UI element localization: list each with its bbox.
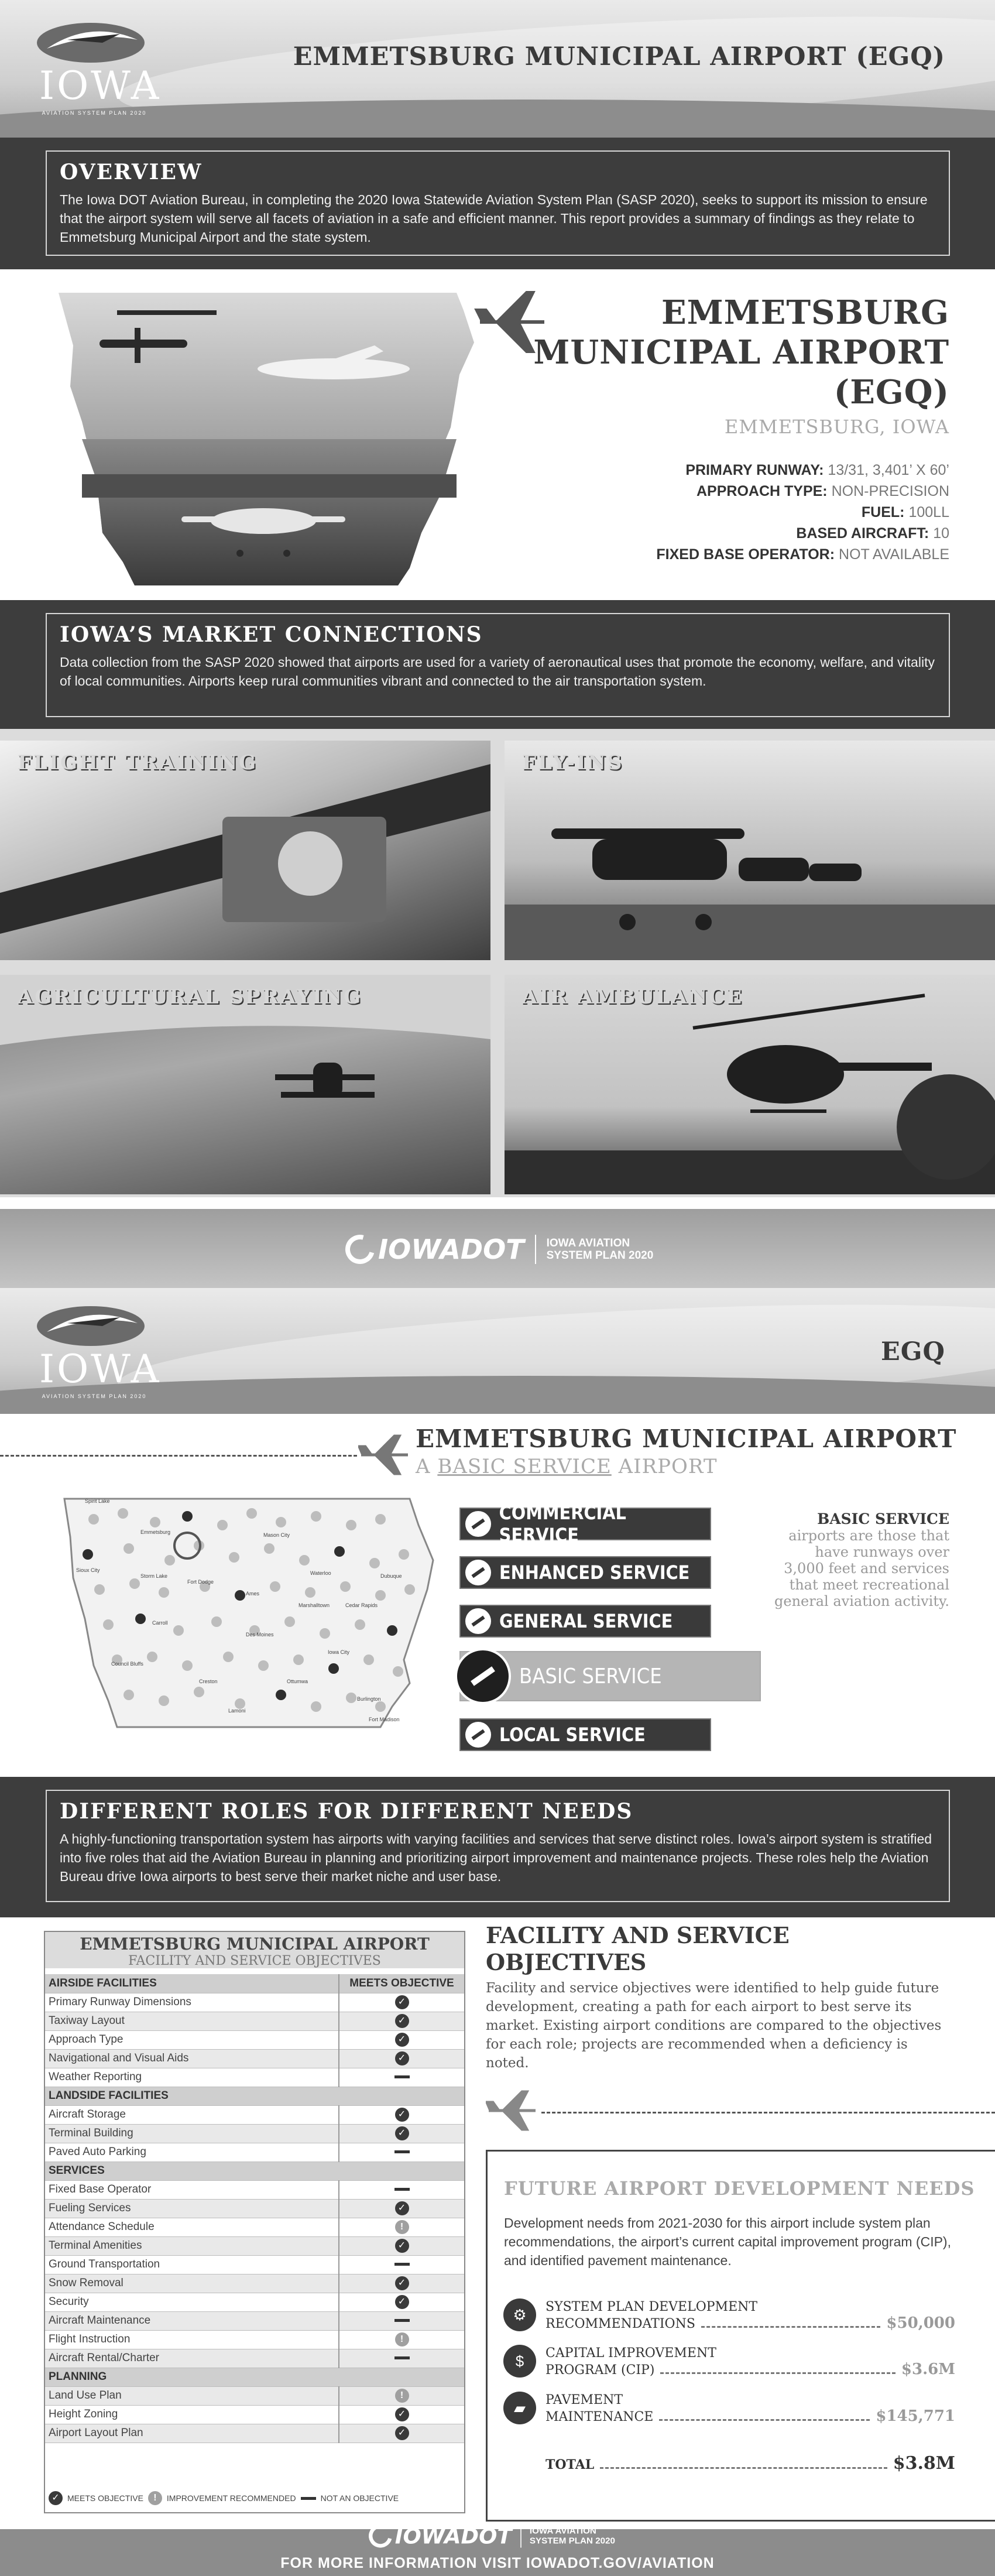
objective-status [339, 2311, 464, 2330]
map-town-label: Carroll [152, 1620, 168, 1626]
fact-label: FIXED BASE OPERATOR: [656, 546, 835, 563]
airport-marker [123, 1543, 134, 1554]
map-town-label: Ottumwa [287, 1678, 308, 1684]
objectives-title [486, 1922, 790, 1976]
facility-label: Fueling Services [45, 2199, 339, 2218]
plan-label-line1: IOWA AVIATION [529, 2526, 596, 2536]
facility-table-header [45, 1932, 464, 1968]
map-town-label: Spirit Lake [85, 1498, 110, 1504]
photo-fly-ins [505, 741, 995, 960]
roles-body: A highly-functioning transportation system has airports with varying facilities and services that serve distinct roles. Iowa’s airport system is stratified into five roles that aid the Aviation Bureau in planning and prioritizing airport improvement and maintenance projects. These roles help the Aviation Bureau drive Iowa airports to best serve their market niche and user base. [60, 1831, 932, 1884]
category-label: PLANNING [45, 2368, 464, 2386]
fact-value: 10 [933, 525, 949, 542]
fact-label: FUEL: [861, 504, 905, 520]
table-row [45, 2030, 464, 2049]
table-category-row [45, 2161, 464, 2180]
dashed-line [0, 1455, 357, 1457]
meets-objective-icon: ✓ [395, 2033, 409, 2047]
page-title: EMMETSBURG MUNICIPAL AIRPORT (EGQ) [293, 42, 945, 71]
table-row [45, 2105, 464, 2124]
airport-marker [129, 1578, 140, 1589]
map-town-label: Mason City [263, 1532, 290, 1538]
objective-status [339, 2105, 464, 2124]
legend-meets: MEETS OBJECTIVE [67, 2493, 143, 2503]
airport-marker [194, 1687, 204, 1697]
meets-objective-icon: ✓ [395, 2201, 409, 2215]
photo-label: AIR AMBULANCE [522, 985, 744, 1009]
airport-marker [399, 1549, 409, 1560]
fact-label: BASED AIRCRAFT: [796, 525, 929, 542]
fact-label: APPROACH TYPE: [696, 483, 828, 499]
objective-status [339, 2143, 464, 2161]
objective-status [339, 2330, 464, 2349]
photo-air-ambulance [505, 975, 995, 1194]
table-row [45, 2349, 464, 2368]
basic-service-desc-title: BASIC SERVICE [817, 1510, 949, 1527]
roles-title: DIFFERENT ROLES FOR DIFFERENT NEEDS [60, 1799, 633, 1824]
table-row [45, 2274, 464, 2293]
plan-label [530, 2526, 615, 2546]
airport-marker [235, 1590, 245, 1601]
not-objective-icon [394, 2356, 410, 2359]
service-commercial [459, 1502, 711, 1546]
table-row [45, 2405, 464, 2424]
airport-marker [293, 1654, 304, 1665]
airport-name-line1: EMMETSBURG [661, 293, 949, 332]
facility-label: Attendance Schedule [45, 2218, 339, 2236]
iowadot-mark-icon [340, 1229, 380, 1269]
objective-status [339, 2424, 464, 2443]
facility-label: Aircraft Maintenance [45, 2311, 339, 2330]
airport-marker [363, 1654, 374, 1665]
objective-status [339, 2349, 464, 2368]
facility-label: Fixed Base Operator [45, 2180, 339, 2199]
overview-box [46, 150, 950, 256]
airport-marker [246, 1508, 257, 1519]
airport-city: EMMETSBURG, IOWA [724, 416, 949, 438]
service-local [459, 1718, 711, 1751]
need-label-line2: MAINTENANCE [545, 2410, 654, 2424]
map-town-label: Iowa City [328, 1649, 350, 1655]
not-objective-icon [394, 2188, 410, 2191]
overview-title: OVERVIEW [60, 160, 203, 184]
fact-value: 100LL [908, 504, 949, 520]
fact-value: 13/31, 3,401’ X 60’ [828, 462, 949, 478]
map-town-label: Ames [246, 1591, 260, 1597]
airport-marker [270, 1581, 280, 1592]
iowadot-logo [345, 1234, 653, 1265]
objective-status [339, 2068, 464, 2087]
airport-marker [173, 1625, 184, 1636]
table-row [45, 2049, 464, 2068]
state-photo-collage [47, 287, 486, 591]
objective-status [339, 2199, 464, 2218]
airport-marker [223, 1652, 234, 1662]
airport-marker [276, 1690, 286, 1700]
table-header-row [45, 1974, 464, 1993]
meets-objective-icon: ✓ [395, 2426, 409, 2440]
pavement-icon: ▰ [503, 2392, 536, 2424]
fact-row [656, 544, 949, 565]
photo-agricultural-spraying [0, 975, 490, 1194]
airport-marker [375, 1590, 386, 1601]
airport-marker [340, 1581, 351, 1592]
objectives-title-line2: OBJECTIVES [486, 1949, 647, 1975]
photo-label: FLIGHT TRAINING [18, 751, 258, 775]
page2-header [0, 1288, 995, 1414]
not-objective-icon [394, 2263, 410, 2266]
improvement-icon: ! [395, 2389, 409, 2403]
future-needs-body: Development needs from 2021-2030 for this airport include system plan recommendations, the airport’s current capital improvement program (CIP), and identified pavement maintenance. [504, 2215, 951, 2268]
service-label: ENHANCED SERVICE [499, 1561, 690, 1584]
table-row [45, 2012, 464, 2030]
column-header: AIRSIDE FACILITIES [45, 1974, 339, 1993]
meets-objective-icon: ✓ [395, 2407, 409, 2421]
photo-label: AGRICULTURAL SPRAYING [18, 985, 363, 1009]
facility-table-title: EMMETSBURG MUNICIPAL AIRPORT [80, 1934, 430, 1954]
category-label: LANDSIDE FACILITIES [45, 2087, 464, 2105]
not-objective-icon [394, 2319, 410, 2322]
airport-marker [94, 1584, 105, 1595]
facility-label: Snow Removal [45, 2274, 339, 2293]
meets-objective-icon: ✓ [395, 2126, 409, 2140]
objective-status [339, 2218, 464, 2236]
fact-label: PRIMARY RUNWAY: [685, 462, 824, 478]
need-system-plan [545, 2300, 955, 2332]
table-row [45, 2255, 464, 2274]
fact-row [656, 460, 949, 481]
facility-label: Taxiway Layout [45, 2012, 339, 2030]
photo-flight-training [0, 741, 490, 960]
not-objective-icon [301, 2497, 316, 2500]
map-town-label: Marshalltown [298, 1602, 330, 1608]
airport-marker [334, 1546, 345, 1557]
fact-row [656, 502, 949, 523]
facility-table-panel [44, 1931, 465, 2513]
objective-status [339, 2274, 464, 2293]
objective-status [339, 2293, 464, 2311]
fact-value: NOT AVAILABLE [839, 546, 949, 563]
dashed-line [541, 2112, 995, 2113]
iowadot-wordmark: IOWADOT [394, 2523, 512, 2549]
map-town-label: Cedar Rapids [345, 1602, 378, 1608]
column-header: MEETS OBJECTIVE [339, 1974, 464, 1993]
iowa-logo-2 [32, 1300, 162, 1402]
airport-marker [150, 1517, 160, 1527]
table-category-row [45, 2087, 464, 2105]
photo-label: FLY-INS [522, 751, 624, 775]
airport-marker [375, 1514, 386, 1525]
need-value: $50,000 [886, 2314, 955, 2332]
need-label-line2: PROGRAM (CIP) [545, 2363, 655, 2378]
airport-marker [164, 1555, 175, 1566]
airport-name-line3: (EGQ) [833, 373, 949, 412]
need-pavement [545, 2393, 955, 2425]
objectives-body: Facility and service objectives were identified to help guide future development, creating a path for each airport to best serve its market. Existing airport conditions are compared to the objectives for each role; projects are recommended when a deficiency is noted. [486, 1981, 942, 2071]
map-town-label: Creston [199, 1678, 218, 1684]
airport-profile [0, 269, 995, 600]
facility-label: Ground Transportation [45, 2255, 339, 2274]
meets-objective-icon: ✓ [395, 1995, 409, 2009]
page1-header [0, 0, 995, 138]
facility-label: Height Zoning [45, 2405, 339, 2424]
improvement-icon: ! [148, 2491, 162, 2505]
facility-label: Primary Runway Dimensions [45, 1993, 339, 2012]
facility-label: Weather Reporting [45, 2068, 339, 2087]
money-hand-icon: $ [503, 2345, 536, 2378]
map-town-label: Waterloo [310, 1570, 331, 1576]
not-objective-icon [394, 2150, 410, 2153]
service-basic-highlight [459, 1651, 761, 1701]
objective-status [339, 2030, 464, 2049]
meets-objective-icon: ✓ [395, 2108, 409, 2122]
airport-marker [135, 1614, 146, 1624]
plane-icon [358, 1431, 411, 1481]
map-town-label: Lamoni [228, 1708, 246, 1714]
airport-name [533, 293, 949, 412]
airport-marker [159, 1587, 169, 1598]
meets-objective-icon: ✓ [395, 2276, 409, 2290]
airport-marker [103, 1619, 114, 1630]
facility-label: Airport Layout Plan [45, 2424, 339, 2443]
airport-marker [118, 1508, 128, 1519]
market-band [0, 600, 995, 729]
category-label: SERVICES [45, 2161, 464, 2180]
table-row [45, 1993, 464, 2012]
total-value: $3.8M [893, 2453, 955, 2474]
objective-status [339, 2180, 464, 2199]
map-town-label: Burlington [357, 1696, 381, 1702]
airport-marker [276, 1517, 286, 1527]
map-town-label: Emmetsburg [140, 1529, 171, 1535]
airport-marker [328, 1663, 339, 1674]
objective-status [339, 1993, 464, 2012]
airport-marker [211, 1616, 222, 1627]
need-value: $3.6M [901, 2361, 955, 2378]
role-subtitle-suffix: AIRPORT [611, 1455, 718, 1478]
facility-label: Paved Auto Parking [45, 2143, 339, 2161]
iowadot-wordmark: IOWADOT [378, 1234, 524, 1265]
table-row [45, 2386, 464, 2405]
iowa-logo [32, 16, 162, 119]
gear-icon: ⚙ [503, 2298, 536, 2331]
role-section [0, 1414, 995, 1777]
basic-service-desc [774, 1510, 949, 1609]
objective-status [339, 2255, 464, 2274]
meets-objective-icon: ✓ [395, 2051, 409, 2065]
page2-footer [0, 2523, 995, 2576]
airport-marker [83, 1549, 93, 1560]
map-town-label: Sioux City [76, 1567, 100, 1573]
meets-objective-icon: ✓ [395, 2295, 409, 2309]
need-cip [545, 2346, 955, 2378]
improvement-icon: ! [395, 2220, 409, 2234]
meets-objective-icon: ✓ [395, 2239, 409, 2253]
photo-grid [0, 729, 995, 1197]
service-label: BASIC SERVICE [519, 1664, 662, 1688]
airport-marker [147, 1652, 157, 1662]
facility-label: Terminal Amenities [45, 2236, 339, 2255]
map-town-label: Des Moines [246, 1632, 274, 1638]
facility-label: Aircraft Rental/Charter [45, 2349, 339, 2368]
airport-marker [387, 1625, 397, 1636]
airport-marker [229, 1552, 239, 1563]
table-row [45, 2143, 464, 2161]
objectives-title-line1: FACILITY AND SERVICE [486, 1922, 790, 1948]
map-town-label: Dubuque [380, 1573, 402, 1579]
airport-marker [159, 1695, 169, 1706]
facility-label: Security [45, 2293, 339, 2311]
overview-band [0, 138, 995, 269]
need-total [545, 2453, 955, 2474]
table-row [45, 2124, 464, 2143]
market-body: Data collection from the SASP 2020 showed that airports are used for a variety of aeronautical uses that promote the economy, welfare, and vitality of local communities. Airports keep rural communities vibrant and connected to the air transportation system. [60, 655, 935, 688]
map-town-label: Fort Madison [369, 1717, 400, 1722]
fact-row [656, 481, 949, 502]
airport-marker [311, 1511, 321, 1522]
logo-sub: AVIATION SYSTEM PLAN 2020 [42, 110, 147, 116]
improvement-icon: ! [395, 2332, 409, 2347]
map-town-label: Fort Dodge [187, 1579, 214, 1585]
table-row [45, 2293, 464, 2311]
logo-word: IOWA [39, 1347, 162, 1392]
airport-name-line2: MUNICIPAL AIRPORT [533, 333, 949, 372]
airport-marker [217, 1520, 228, 1530]
legend-not-objective: NOT AN OBJECTIVE [320, 2493, 399, 2503]
need-label-line1: PAVEMENT [545, 2393, 623, 2407]
role-title: EMMETSBURG MUNICIPAL AIRPORT [416, 1424, 957, 1453]
table-row [45, 2180, 464, 2199]
iowa-map [53, 1490, 445, 1736]
iowadot-mark-icon [365, 2520, 397, 2552]
roles-box [46, 1790, 950, 1902]
more-info-link[interactable]: FOR MORE INFORMATION VISIT IOWADOT.GOV/AVIATION [280, 2555, 715, 2571]
airport-marker [375, 1701, 386, 1712]
airport-marker [182, 1511, 193, 1522]
facility-label: Approach Type [45, 2030, 339, 2049]
facility-table-subtitle: FACILITY AND SERVICE OBJECTIVES [128, 1954, 381, 1968]
plan-label-line1: IOWA AVIATION [546, 1237, 630, 1249]
market-title: IOWA’S MARKET CONNECTIONS [60, 622, 483, 647]
objective-status [339, 2124, 464, 2143]
need-label-line1: CAPITAL IMPROVEMENT [545, 2346, 716, 2361]
facility-legend [49, 2491, 399, 2505]
total-label: TOTAL [545, 2457, 595, 2472]
future-needs-title: FUTURE AIRPORT DEVELOPMENT NEEDS [504, 2177, 975, 2200]
airport-marker [369, 1558, 380, 1568]
not-objective-icon [394, 2075, 410, 2078]
fact-row [656, 523, 949, 544]
plan-label-line2: SYSTEM PLAN 2020 [529, 2536, 616, 2546]
service-label: LOCAL SERVICE [499, 1724, 646, 1746]
need-label-line1: SYSTEM PLAN DEVELOPMENT [545, 2300, 758, 2314]
facility-label: Navigational and Visual Aids [45, 2049, 339, 2068]
fact-value: NON-PRECISION [831, 483, 949, 499]
meets-objective-icon: ✓ [395, 2014, 409, 2028]
airport-marker [264, 1543, 275, 1554]
facility-label: Terminal Building [45, 2124, 339, 2143]
roles-band [0, 1777, 995, 1917]
facility-label: Land Use Plan [45, 2386, 339, 2405]
objective-status [339, 2386, 464, 2405]
facility-table [45, 1974, 464, 2443]
objective-status [339, 2012, 464, 2030]
service-general [459, 1605, 711, 1638]
role-subtitle [416, 1455, 718, 1478]
table-row [45, 2424, 464, 2443]
table-row [45, 2199, 464, 2218]
plan-label [547, 1237, 654, 1262]
map-town-label: Council Bluffs [111, 1661, 143, 1667]
iowadot-logo [369, 2523, 615, 2548]
table-row [45, 2068, 464, 2087]
table-row [45, 2330, 464, 2349]
logo-word: IOWA [39, 63, 162, 108]
objective-status [339, 2405, 464, 2424]
airport-marker [299, 1555, 310, 1566]
airport-marker [320, 1628, 330, 1639]
table-row [45, 2236, 464, 2255]
airport-marker [88, 1514, 99, 1525]
airport-marker [393, 1666, 403, 1677]
objective-status [339, 2049, 464, 2068]
facility-label: Aircraft Storage [45, 2105, 339, 2124]
role-subtitle-prefix: A [416, 1455, 438, 1478]
airport-marker [305, 1587, 315, 1598]
legend-improvement: IMPROVEMENT RECOMMENDED [166, 2493, 296, 2503]
airport-marker [404, 1584, 415, 1595]
market-box [46, 613, 950, 717]
basic-service-desc-body: airports are those that have runways over 3,000 feet and services that meet recreational general aviation activity. [774, 1527, 949, 1609]
airport-marker [182, 1660, 193, 1671]
airport-marker [346, 1693, 356, 1703]
plane-icon [486, 2087, 538, 2137]
airport-facts [656, 460, 949, 565]
map-town-label: Storm Lake [140, 1573, 168, 1579]
plan-label-line2: SYSTEM PLAN 2020 [546, 1249, 654, 1262]
service-label: GENERAL SERVICE [499, 1610, 673, 1632]
need-value: $145,771 [876, 2407, 955, 2425]
airport-marker [346, 1520, 356, 1530]
airport-marker [284, 1616, 295, 1627]
table-category-row [45, 2368, 464, 2386]
need-label-line2: RECOMMENDATIONS [545, 2317, 695, 2331]
meets-objective-icon: ✓ [49, 2491, 63, 2505]
airport-marker [311, 1701, 321, 1712]
service-enhanced [459, 1556, 711, 1589]
table-row [45, 2218, 464, 2236]
service-label: COMMERCIAL SERVICE [499, 1502, 626, 1546]
airport-marker [355, 1619, 365, 1630]
logo-sub: AVIATION SYSTEM PLAN 2020 [42, 1393, 147, 1399]
table-row [45, 2311, 464, 2330]
page1-footer [0, 1209, 995, 1288]
role-subtitle-role: BASIC SERVICE [437, 1455, 612, 1478]
airport-marker [123, 1690, 134, 1700]
airport-marker [258, 1660, 269, 1671]
objective-status [339, 2236, 464, 2255]
overview-body: The Iowa DOT Aviation Bureau, in completing the 2020 Iowa Statewide Aviation System Plan (SASP 2020), seeks to support its mission to ensure that the airport system will serve all facets of aviation in a safe and efficient manner. This report provides a summary of findings as they relate to Emmetsburg Municipal Airport and the state system. [60, 192, 928, 245]
facility-label: Flight Instruction [45, 2330, 339, 2349]
airport-code: EGQ [881, 1337, 945, 1366]
